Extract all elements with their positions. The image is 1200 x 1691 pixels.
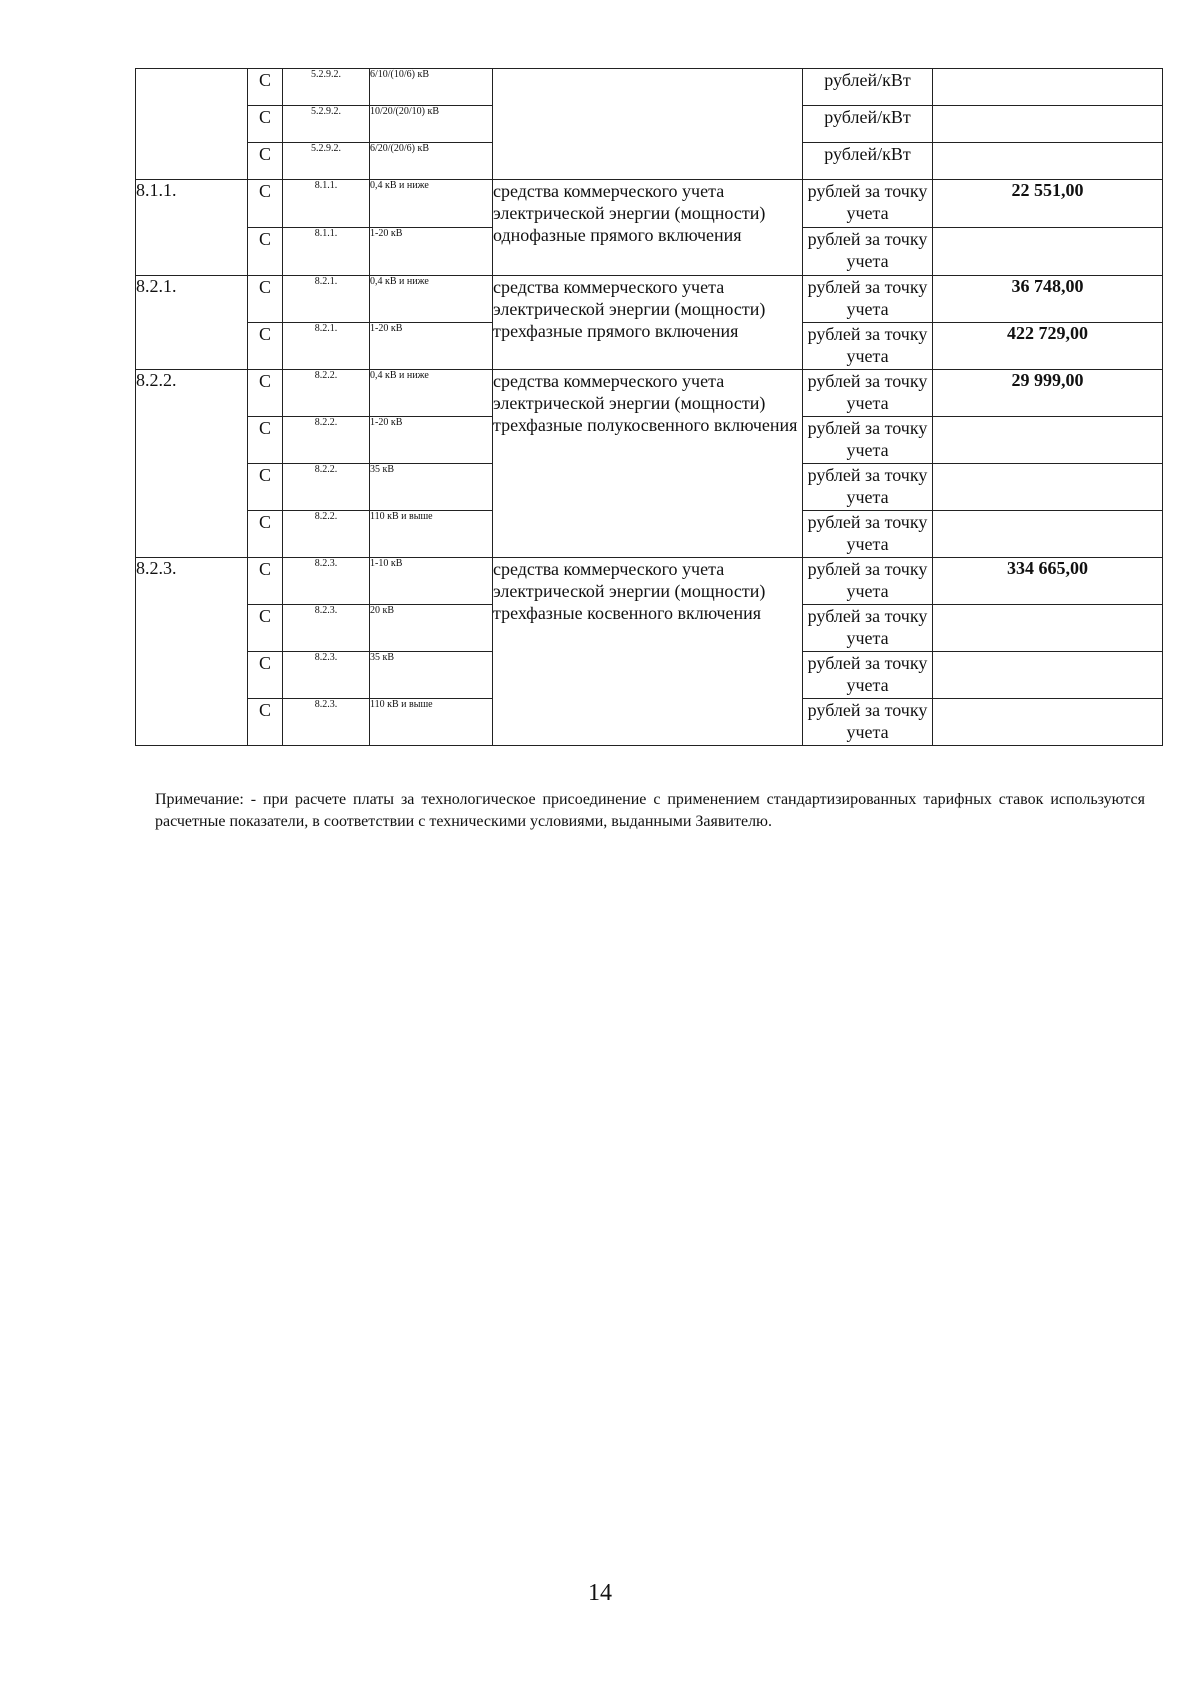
code-cell: 8.1.1. — [283, 228, 370, 276]
code-cell: 8.2.1. — [283, 276, 370, 323]
value-cell — [933, 652, 1163, 699]
unit-cell: рублей за точку учета — [803, 652, 933, 699]
description-cell: средства коммерческого учета электрической энергии (мощности) однофазные прямого включения — [493, 180, 803, 276]
code-cell: 8.2.2. — [283, 464, 370, 511]
value-cell: 29 999,00 — [933, 370, 1163, 417]
unit-cell: рублей за точку учета — [803, 417, 933, 464]
description-cell — [493, 69, 803, 180]
category-cell: С — [248, 323, 283, 370]
code-cell: 8.2.3. — [283, 605, 370, 652]
unit-cell: рублей за точку учета — [803, 605, 933, 652]
description-cell: средства коммерческого учета электрической энергии (мощности) трехфазные полукосвенного включения — [493, 370, 803, 558]
category-cell: С — [248, 143, 283, 180]
value-cell — [933, 106, 1163, 143]
table-row — [136, 276, 1163, 323]
unit-cell: рублей за точку учета — [803, 323, 933, 370]
voltage-cell: 0,4 кВ и ниже — [370, 276, 493, 323]
category-cell: С — [248, 652, 283, 699]
category-cell: С — [248, 511, 283, 558]
voltage-cell: 35 кВ — [370, 464, 493, 511]
value-cell — [933, 228, 1163, 276]
group-cell: 8.1.1. — [136, 180, 248, 276]
voltage-cell: 110 кВ и выше — [370, 699, 493, 746]
footnote: Примечание: - при расчете платы за технологическое присоединение с применением стандартизированных тарифных ставок используются расчетные показатели, в соответствии с техническими условиями, выданными Заявителю. — [155, 791, 1145, 830]
unit-cell: рублей за точку учета — [803, 228, 933, 276]
code-cell: 8.2.3. — [283, 652, 370, 699]
voltage-cell: 20 кВ — [370, 605, 493, 652]
category-cell: С — [248, 180, 283, 228]
voltage-cell: 35 кВ — [370, 652, 493, 699]
unit-cell: рублей за точку учета — [803, 699, 933, 746]
voltage-cell: 0,4 кВ и ниже — [370, 370, 493, 417]
value-cell — [933, 69, 1163, 106]
code-cell: 8.2.3. — [283, 558, 370, 605]
page-number: 14 — [588, 1580, 612, 1606]
tariff-table — [135, 68, 1163, 746]
category-cell: С — [248, 558, 283, 605]
category-cell: С — [248, 417, 283, 464]
unit-cell: рублей за точку учета — [803, 370, 933, 417]
value-cell — [933, 143, 1163, 180]
code-cell: 5.2.9.2. — [283, 106, 370, 143]
category-cell: С — [248, 228, 283, 276]
group-cell: 8.2.2. — [136, 370, 248, 558]
code-cell: 8.2.3. — [283, 699, 370, 746]
unit-cell: рублей/кВт — [803, 143, 933, 180]
voltage-cell: 6/20/(20/6) кВ — [370, 143, 493, 180]
category-cell: С — [248, 699, 283, 746]
group-cell: 8.2.3. — [136, 558, 248, 746]
category-cell: С — [248, 276, 283, 323]
voltage-cell: 0,4 кВ и ниже — [370, 180, 493, 228]
table-row — [136, 69, 1163, 106]
value-cell: 22 551,00 — [933, 180, 1163, 228]
voltage-cell: 1-20 кВ — [370, 417, 493, 464]
code-cell: 5.2.9.2. — [283, 69, 370, 106]
code-cell: 8.2.2. — [283, 370, 370, 417]
code-cell: 8.2.2. — [283, 417, 370, 464]
voltage-cell: 1-10 кВ — [370, 558, 493, 605]
category-cell: С — [248, 464, 283, 511]
unit-cell: рублей за точку учета — [803, 276, 933, 323]
value-cell: 422 729,00 — [933, 323, 1163, 370]
value-cell — [933, 511, 1163, 558]
table-row — [136, 370, 1163, 417]
code-cell: 8.1.1. — [283, 180, 370, 228]
group-cell — [136, 69, 248, 180]
value-cell — [933, 605, 1163, 652]
category-cell: С — [248, 605, 283, 652]
voltage-cell: 6/10/(10/6) кВ — [370, 69, 493, 106]
unit-cell: рублей за точку учета — [803, 464, 933, 511]
unit-cell: рублей/кВт — [803, 69, 933, 106]
unit-cell: рублей за точку учета — [803, 180, 933, 228]
unit-cell: рублей за точку учета — [803, 511, 933, 558]
group-cell: 8.2.1. — [136, 276, 248, 370]
code-cell: 8.2.1. — [283, 323, 370, 370]
value-cell: 334 665,00 — [933, 558, 1163, 605]
voltage-cell: 1-20 кВ — [370, 323, 493, 370]
value-cell — [933, 699, 1163, 746]
code-cell: 8.2.2. — [283, 511, 370, 558]
voltage-cell: 110 кВ и выше — [370, 511, 493, 558]
description-cell: средства коммерческого учета электрической энергии (мощности) трехфазные прямого включения — [493, 276, 803, 370]
value-cell — [933, 417, 1163, 464]
voltage-cell: 1-20 кВ — [370, 228, 493, 276]
unit-cell: рублей/кВт — [803, 106, 933, 143]
value-cell — [933, 464, 1163, 511]
category-cell: С — [248, 69, 283, 106]
table-row — [136, 180, 1163, 228]
value-cell: 36 748,00 — [933, 276, 1163, 323]
code-cell: 5.2.9.2. — [283, 143, 370, 180]
description-cell: средства коммерческого учета электрической энергии (мощности) трехфазные косвенного включения — [493, 558, 803, 746]
category-cell: С — [248, 370, 283, 417]
voltage-cell: 10/20/(20/10) кВ — [370, 106, 493, 143]
unit-cell: рублей за точку учета — [803, 558, 933, 605]
category-cell: С — [248, 106, 283, 143]
table-row — [136, 558, 1163, 605]
